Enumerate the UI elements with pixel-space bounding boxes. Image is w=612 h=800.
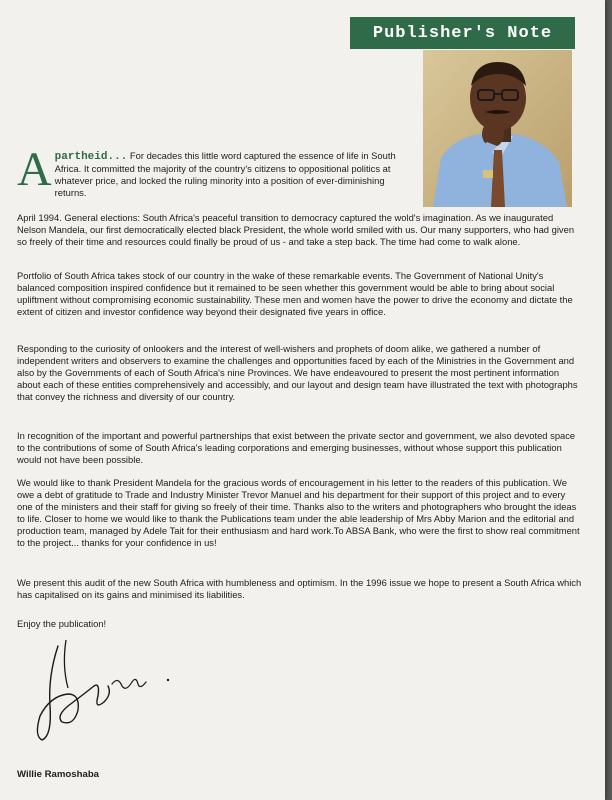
signature <box>28 636 188 746</box>
lead-word: partheid... <box>54 151 128 163</box>
portrait-photo <box>423 50 572 207</box>
page-title: Publisher's Note <box>350 17 575 49</box>
paragraph-thanks: We would like to thank President Mandela for the gracious words of encouragement in his letter to the readers of this publication. We owe a debt of gratitude to Trade and Industry Minister Trevor Manuel and his department for their support of this project and to every one of the ministers and their staff for giving so freely of their time. Thanks also to the writers and photographers who brought the ideas to life. Closer to home we would like to thank the Publications team under the able leadership of Mrs Abby Marion and the editorial and production team, managed by Adele Tait for their enthusiasm and hard work.To ABSA Bank, who were the first to show real commitment to the project... thanks for your confidence in us! <box>17 477 580 549</box>
signature-image <box>28 636 188 746</box>
paragraph-election: April 1994. General elections: South Africa's peaceful transition to democracy captured the wold's imagination. As we inaugurated Nelson Mandela, our first democratically elected black President, the whole world smiled with us. Our many supporters, who had given so freely of their time and resources could finally be proud of us - and take a step back. The time had come to walk alone. <box>17 212 575 248</box>
paragraph-responding: Responding to the curiosity of onlookers and the interest of well-wishers and prophets of doom alike, we gathered a number of independent writers and observers to examine the challenges and opportunities faced by each of the Ministries in the Government and also by the Governments of each of South Africa's nine Provinces. We have endeavoured to present the most pertinent information about each of these entities comprehensively and accessibly, and our layout and design team have illustrated the text with photographs that convey the richness and diversity of our country. <box>17 343 578 403</box>
intro-paragraph <box>17 143 409 199</box>
paragraph-portfolio: Portfolio of South Africa takes stock of our country in the wake of these remarkable events. The Government of National Unity's balanced composition inspired confidence but it remained to be seen whether this government would be able to bring about social upliftment without compromising economic sustainability. These men and women have the power to drive the economy and dictate the extent of citizen and investor confidence way beyond their designated five years in office. <box>17 270 573 318</box>
paragraph-partnerships: In recognition of the important and powerful partnerships that exist between the private sector and government, we also devoted space to the contributions of some of South Africa's leading corporations and emerging businesses, without whose support this publication would not have been possible. <box>17 430 576 466</box>
paragraph-enjoy: Enjoy the publication! <box>17 618 107 629</box>
portrait-image <box>423 50 572 207</box>
paragraph-audit: We present this audit of the new South Africa with humbleness and optimism. In the 1996 issue we hope to present a South Africa which has capitalised on its gains and minimised its liabilities. <box>17 577 582 601</box>
drop-cap: A <box>17 143 52 196</box>
signatory-name: Willie Ramoshaba <box>17 769 100 780</box>
intro-text: For decades this little word captured the essence of life in South Africa. It committed the majority of the country's citizens to oppositional politics at whatever price, and locked the ruling minority into a position of ever-diminishing returns. <box>54 150 396 199</box>
